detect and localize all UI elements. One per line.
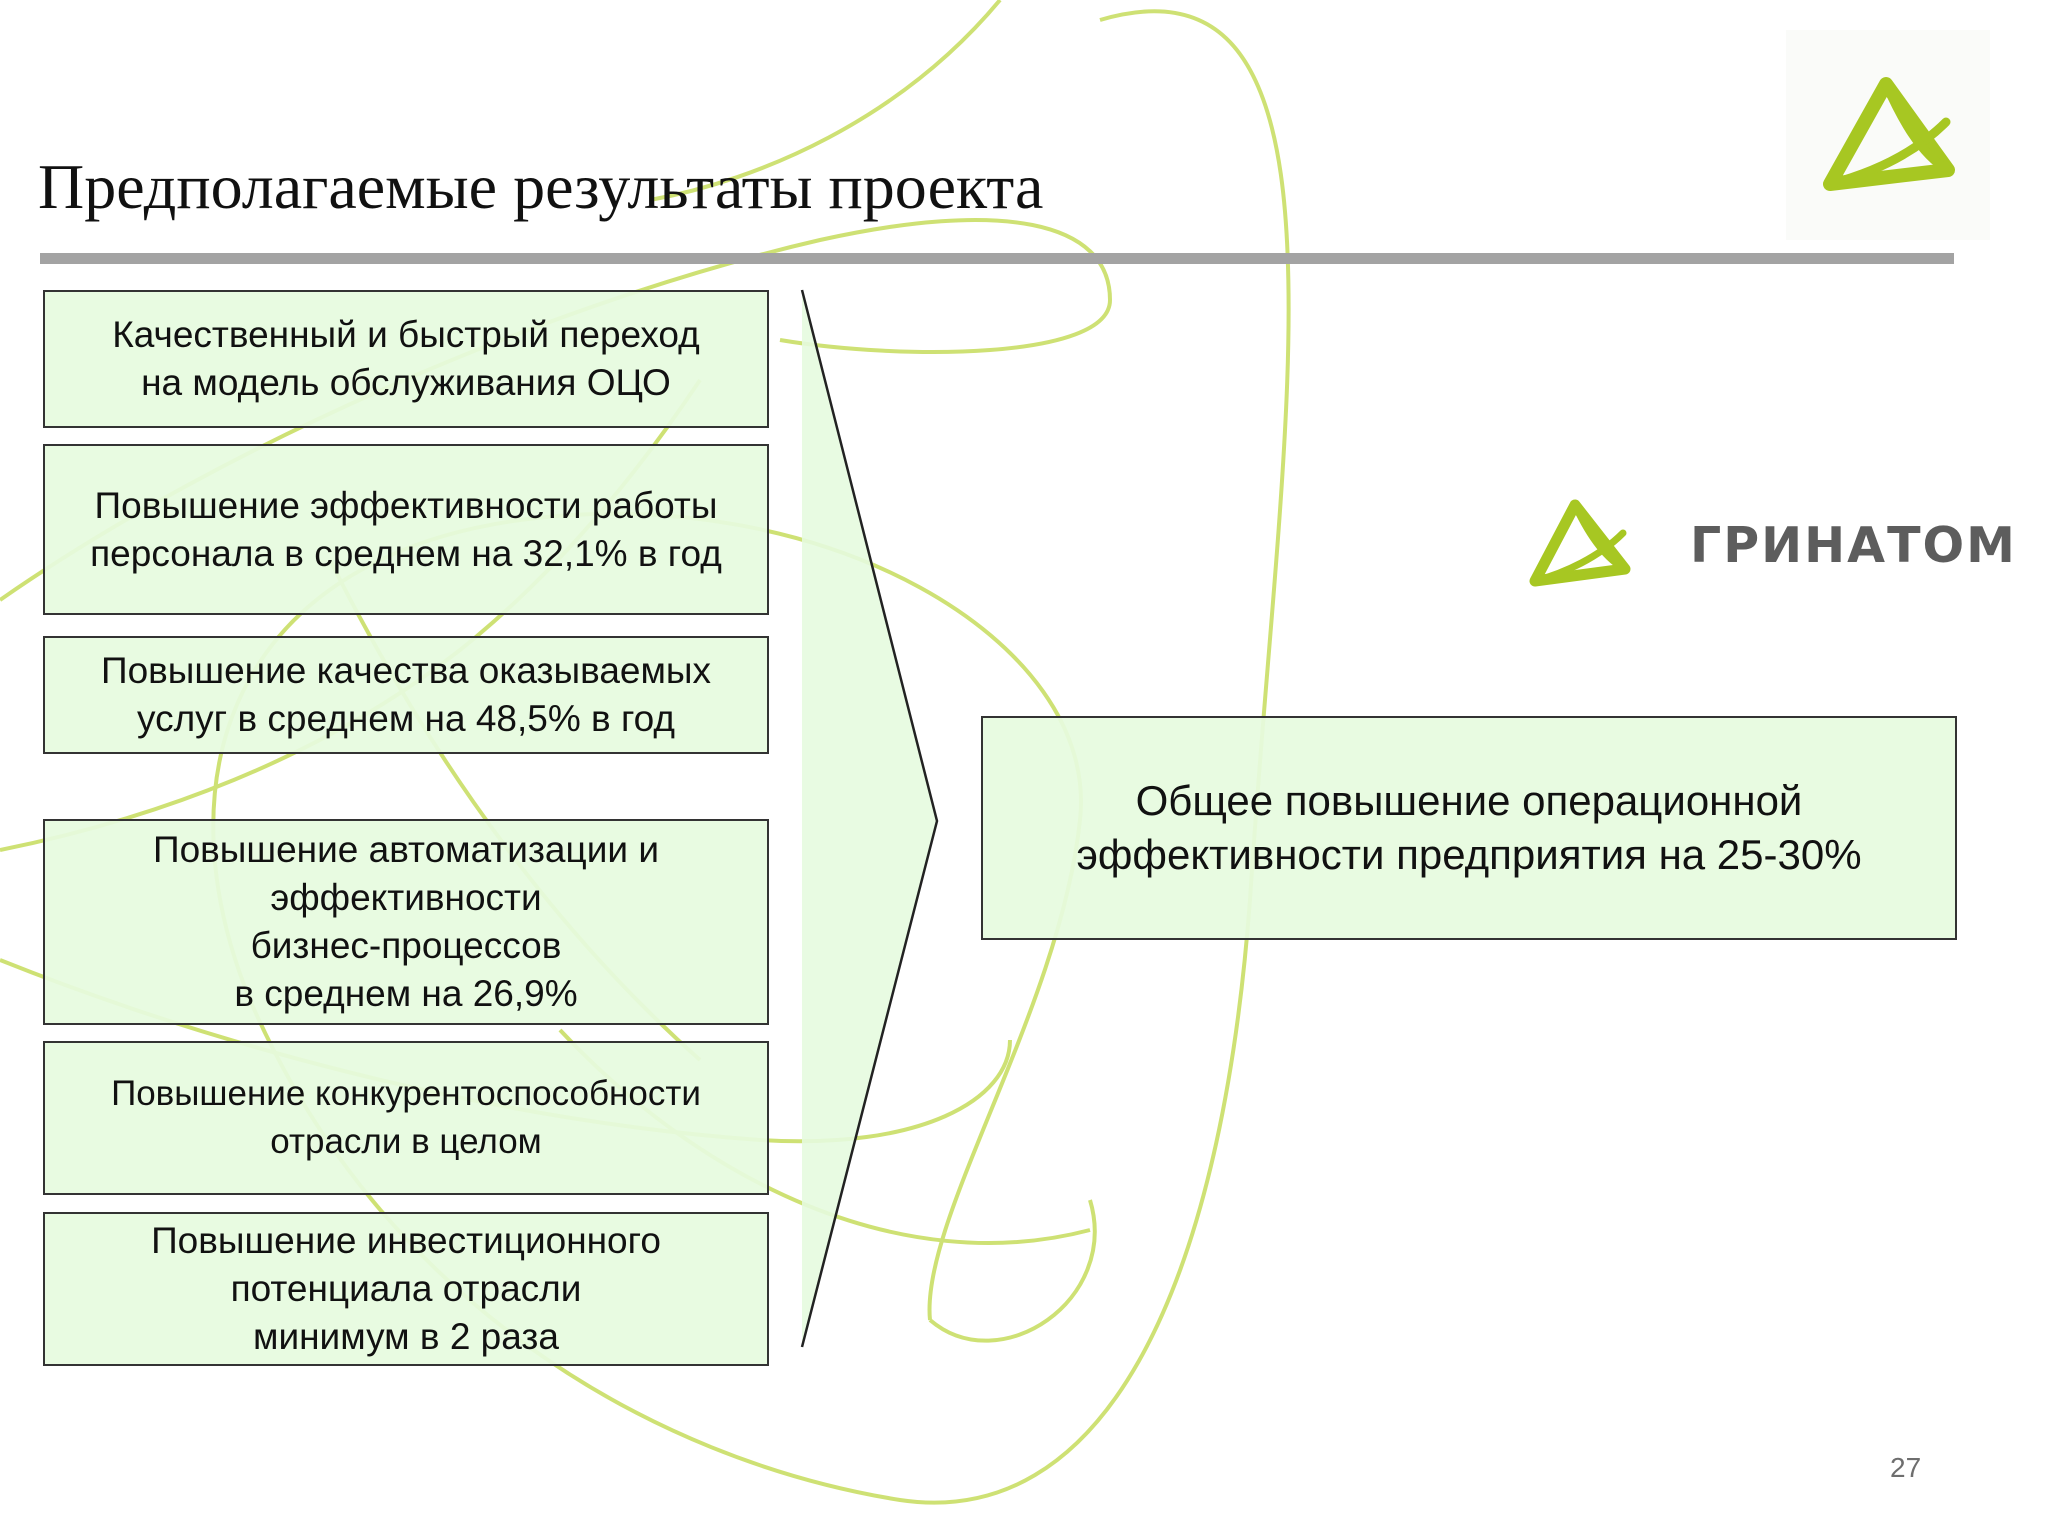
brand-name: ГРИНАТОМ (1690, 517, 2017, 574)
logo-top (1786, 30, 1990, 240)
page-number: 27 (1890, 1452, 1922, 1483)
result-box-automation: Повышение автоматизации и эффективности бизнес-процессов в среднем на 26,9% (43, 819, 769, 1025)
trefoil-triangle-logo-icon (1808, 66, 1968, 206)
result-box-investment: Повышение инвестиционного потенциала отрасли минимум в 2 раза (43, 1212, 769, 1366)
summary-result-box: Общее повышение операционной эффективности предприятия на 25-30% (981, 716, 1957, 940)
trefoil-triangle-brand-icon (1525, 495, 1635, 595)
result-box-service-quality: Повышение качества оказываемых услуг в среднем на 48,5% в год (43, 636, 769, 754)
result-box-competitiveness: Повышение конкурентоспособности отрасли в целом (43, 1041, 769, 1195)
slide-title: Предполагаемые результаты проекта (38, 151, 1044, 222)
brand-logo (1525, 495, 2015, 595)
arrow-wedge (790, 280, 950, 1360)
title-divider (40, 253, 1954, 264)
result-box-staff-efficiency: Повышение эффективности работы персонала в среднем на 32,1% в год (43, 444, 769, 615)
result-box-transition: Качественный и быстрый переход на модель обслуживания ОЦО (43, 290, 769, 428)
